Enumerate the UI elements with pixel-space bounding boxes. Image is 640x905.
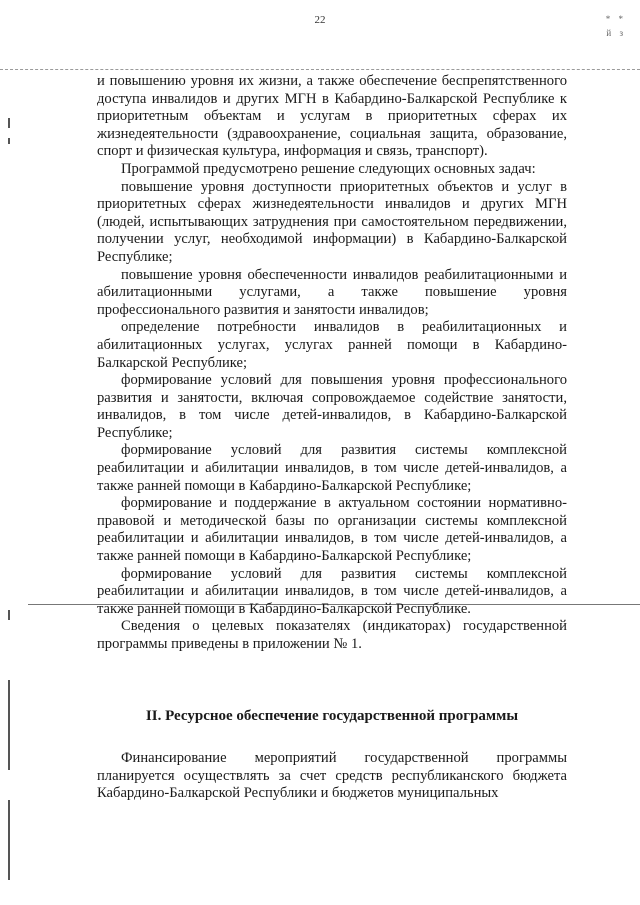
paragraph: и повышению уровня их жизни, а также обеспечение беспрепятственного доступа инвалидов и других МГН в Кабардино-Балкарской Республике к приоритетным объектам и услугам в приоритетных сферах их жизнедеятельности (здравоохранение, социальная защита, образование, спорт и физическая культура, информация и связь, транспорт). xyxy=(97,73,567,160)
paragraph: повышение уровня доступности приоритетных объектов и услуг в приоритетных сферах жизнедеятельности инвалидов и других МГН (людей, испытывающих затруднения при самостоятельном передвижении, получении услуг, необходимой информации) в Кабардино-Балкарской Республике; xyxy=(97,178,567,265)
section-heading: II. Ресурсное обеспечение государственной программы xyxy=(145,707,519,724)
paragraph: определение потребности инвалидов в реабилитационных и абилитационных услугах, услугах ранней помощи в Кабардино-Балкарской Республике; xyxy=(97,319,567,371)
paragraph: Программой предусмотрено решение следующих основных задач: xyxy=(121,160,536,177)
paragraph: Финансирование мероприятий государственной программы планируется осуществлять за счет средств республиканского бюджета Кабардино-Балкарской Республики и бюджетов муниципальных xyxy=(97,750,567,802)
paragraph: формирование условий для развития системы комплексной реабилитации и абилитации инвалидов, в том числе детей-инвалидов, а также ранней помощи в Кабардино-Балкарской Республике. xyxy=(97,565,567,617)
margin-scan-mark xyxy=(8,118,10,128)
paragraph: формирование условий для развития системы комплексной реабилитации и абилитации инвалидов, в том числе детей-инвалидов, а также ранней помощи в Кабардино-Балкарской Республике; xyxy=(97,442,567,494)
header-separator xyxy=(0,69,640,70)
corner-mark-top: * * xyxy=(605,14,626,24)
paragraph: формирование и поддержание в актуальном состоянии нормативно-правовой и методической базы по организации системы комплексной реабилитации и абилитации инвалидов, в том числе детей-инвалидов, а также ранней помощи в Кабардино-Балкарской Республике; xyxy=(97,495,567,565)
margin-scan-mark xyxy=(8,680,10,770)
page-number: 22 xyxy=(314,14,326,26)
paragraph: формирование условий для повышения уровня профессионального развития и занятости, включая сопровождаемое содействие занятости, инвалидов, в том числе детей-инвалидов, в Кабардино-Балкарской Республике; xyxy=(97,372,567,441)
corner-mark-bottom: й з xyxy=(606,28,626,38)
margin-scan-mark xyxy=(8,610,10,620)
margin-scan-mark xyxy=(8,138,10,144)
margin-scan-mark xyxy=(8,800,10,880)
corner-marks xyxy=(606,12,626,40)
paragraph: повышение уровня обеспеченности инвалидов реабилитационными и абилитационными услугами, а также повышение уровня профессионального развития и занятости инвалидов; xyxy=(97,266,567,318)
document-body xyxy=(97,73,567,803)
paragraph: Сведения о целевых показателях (индикаторах) государственной программы приведены в приложении № 1. xyxy=(97,618,567,652)
